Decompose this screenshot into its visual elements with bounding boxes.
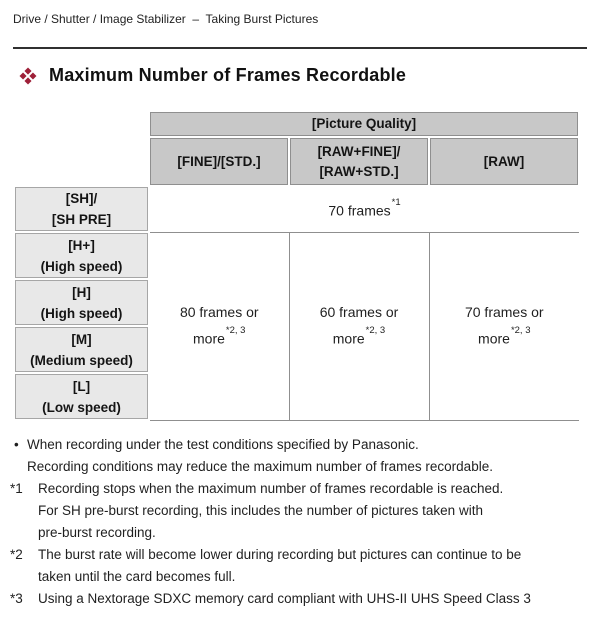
four-diamond-icon: [20, 68, 35, 83]
row-header-label: [L]: [72, 378, 91, 394]
row-header-label: (High speed): [40, 305, 123, 321]
corner-cell: [14, 137, 149, 186]
row-header-label: [SH PRE]: [51, 212, 112, 227]
row-header-label: (High speed): [40, 258, 123, 274]
col-header-label: [RAW+FINE]/: [317, 143, 401, 159]
footnote-marker: *2: [10, 547, 23, 562]
row-header-sh: [14, 186, 149, 232]
frames-recordable-table: [13, 110, 580, 421]
bullet-icon: •: [14, 437, 19, 452]
row-header-label: (Low speed): [42, 399, 121, 415]
footnote-marker: *3: [10, 591, 23, 606]
frames-value: 80 frames or: [179, 304, 259, 321]
note-test-conditions: [13, 434, 587, 478]
row-header-label: [M]: [71, 331, 92, 347]
corner-cell: [14, 111, 149, 137]
row-header-label: [H]: [72, 284, 91, 300]
frames-value: 70 frames: [328, 202, 391, 219]
note-line: When recording under the test conditions specified by Panasonic.: [27, 437, 419, 452]
col-header-label: [RAW]: [483, 153, 525, 169]
col-header-raw: [429, 137, 579, 186]
frames-value: 70 frames or: [464, 304, 544, 321]
col-header-fine-std: [149, 137, 289, 186]
burst-value-cell-raw: [429, 232, 579, 420]
section-heading: [13, 65, 587, 86]
frames-value: more$^{*2, 3}$: [478, 325, 531, 347]
burst-value-cell-fine: [149, 232, 289, 420]
sh-frames-cell: [149, 186, 579, 232]
frames-value: more$^{*2, 3}$: [332, 325, 386, 347]
note-line: The burst rate will become lower during recording but pictures can continue to be: [38, 547, 522, 562]
footnote-ref: *2, 3: [510, 325, 531, 337]
section-heading-text: Maximum Number of Frames Recordable: [49, 65, 407, 85]
col-header-label: [FINE]/[STD.]: [177, 153, 261, 169]
notes-section: [10, 434, 587, 610]
row-header-label: (Medium speed): [30, 352, 133, 368]
col-header-raw-fine-std: [289, 137, 429, 186]
col-header-label: [RAW+STD.]: [319, 163, 399, 179]
row-header-l: [14, 373, 149, 420]
note-line: Recording stops when the maximum number of frames recordable is reached.: [38, 481, 504, 496]
footnote-1: [10, 478, 587, 544]
footnote-ref: *2, 3: [365, 325, 386, 337]
row-header-h: [14, 279, 149, 326]
note-line: For SH pre-burst recording, this includes the number of pictures taken with: [38, 503, 483, 518]
group-header-picture-quality: [Picture Quality]: [149, 111, 579, 137]
note-line: pre-burst recording.: [38, 525, 156, 540]
row-header-label: [SH]/: [65, 191, 98, 206]
footnote-3: [10, 588, 587, 610]
footnote-marker: *1: [10, 481, 23, 496]
breadcrumb: Drive / Shutter / Image Stabilizer – Taking Burst Pictures: [13, 12, 319, 26]
frames-value: 60 frames or: [319, 304, 399, 321]
footnote-2: [10, 544, 587, 588]
footnote-ref: *2, 3: [225, 325, 246, 337]
frames-value: more$^{*2, 3}$: [193, 325, 246, 347]
row-header-m: [14, 326, 149, 373]
note-line: Recording conditions may reduce the maximum number of frames recordable.: [27, 459, 493, 474]
footnote-ref: *1: [391, 196, 401, 208]
burst-value-cell-rawfine: [289, 232, 429, 420]
row-header-label: [H+]: [68, 237, 95, 253]
row-header-hplus: [14, 232, 149, 279]
divider: [13, 47, 587, 49]
note-line: Using a Nextorage SDXC memory card compliant with UHS-II UHS Speed Class 3: [38, 591, 531, 606]
note-line: taken until the card becomes full.: [38, 569, 236, 584]
